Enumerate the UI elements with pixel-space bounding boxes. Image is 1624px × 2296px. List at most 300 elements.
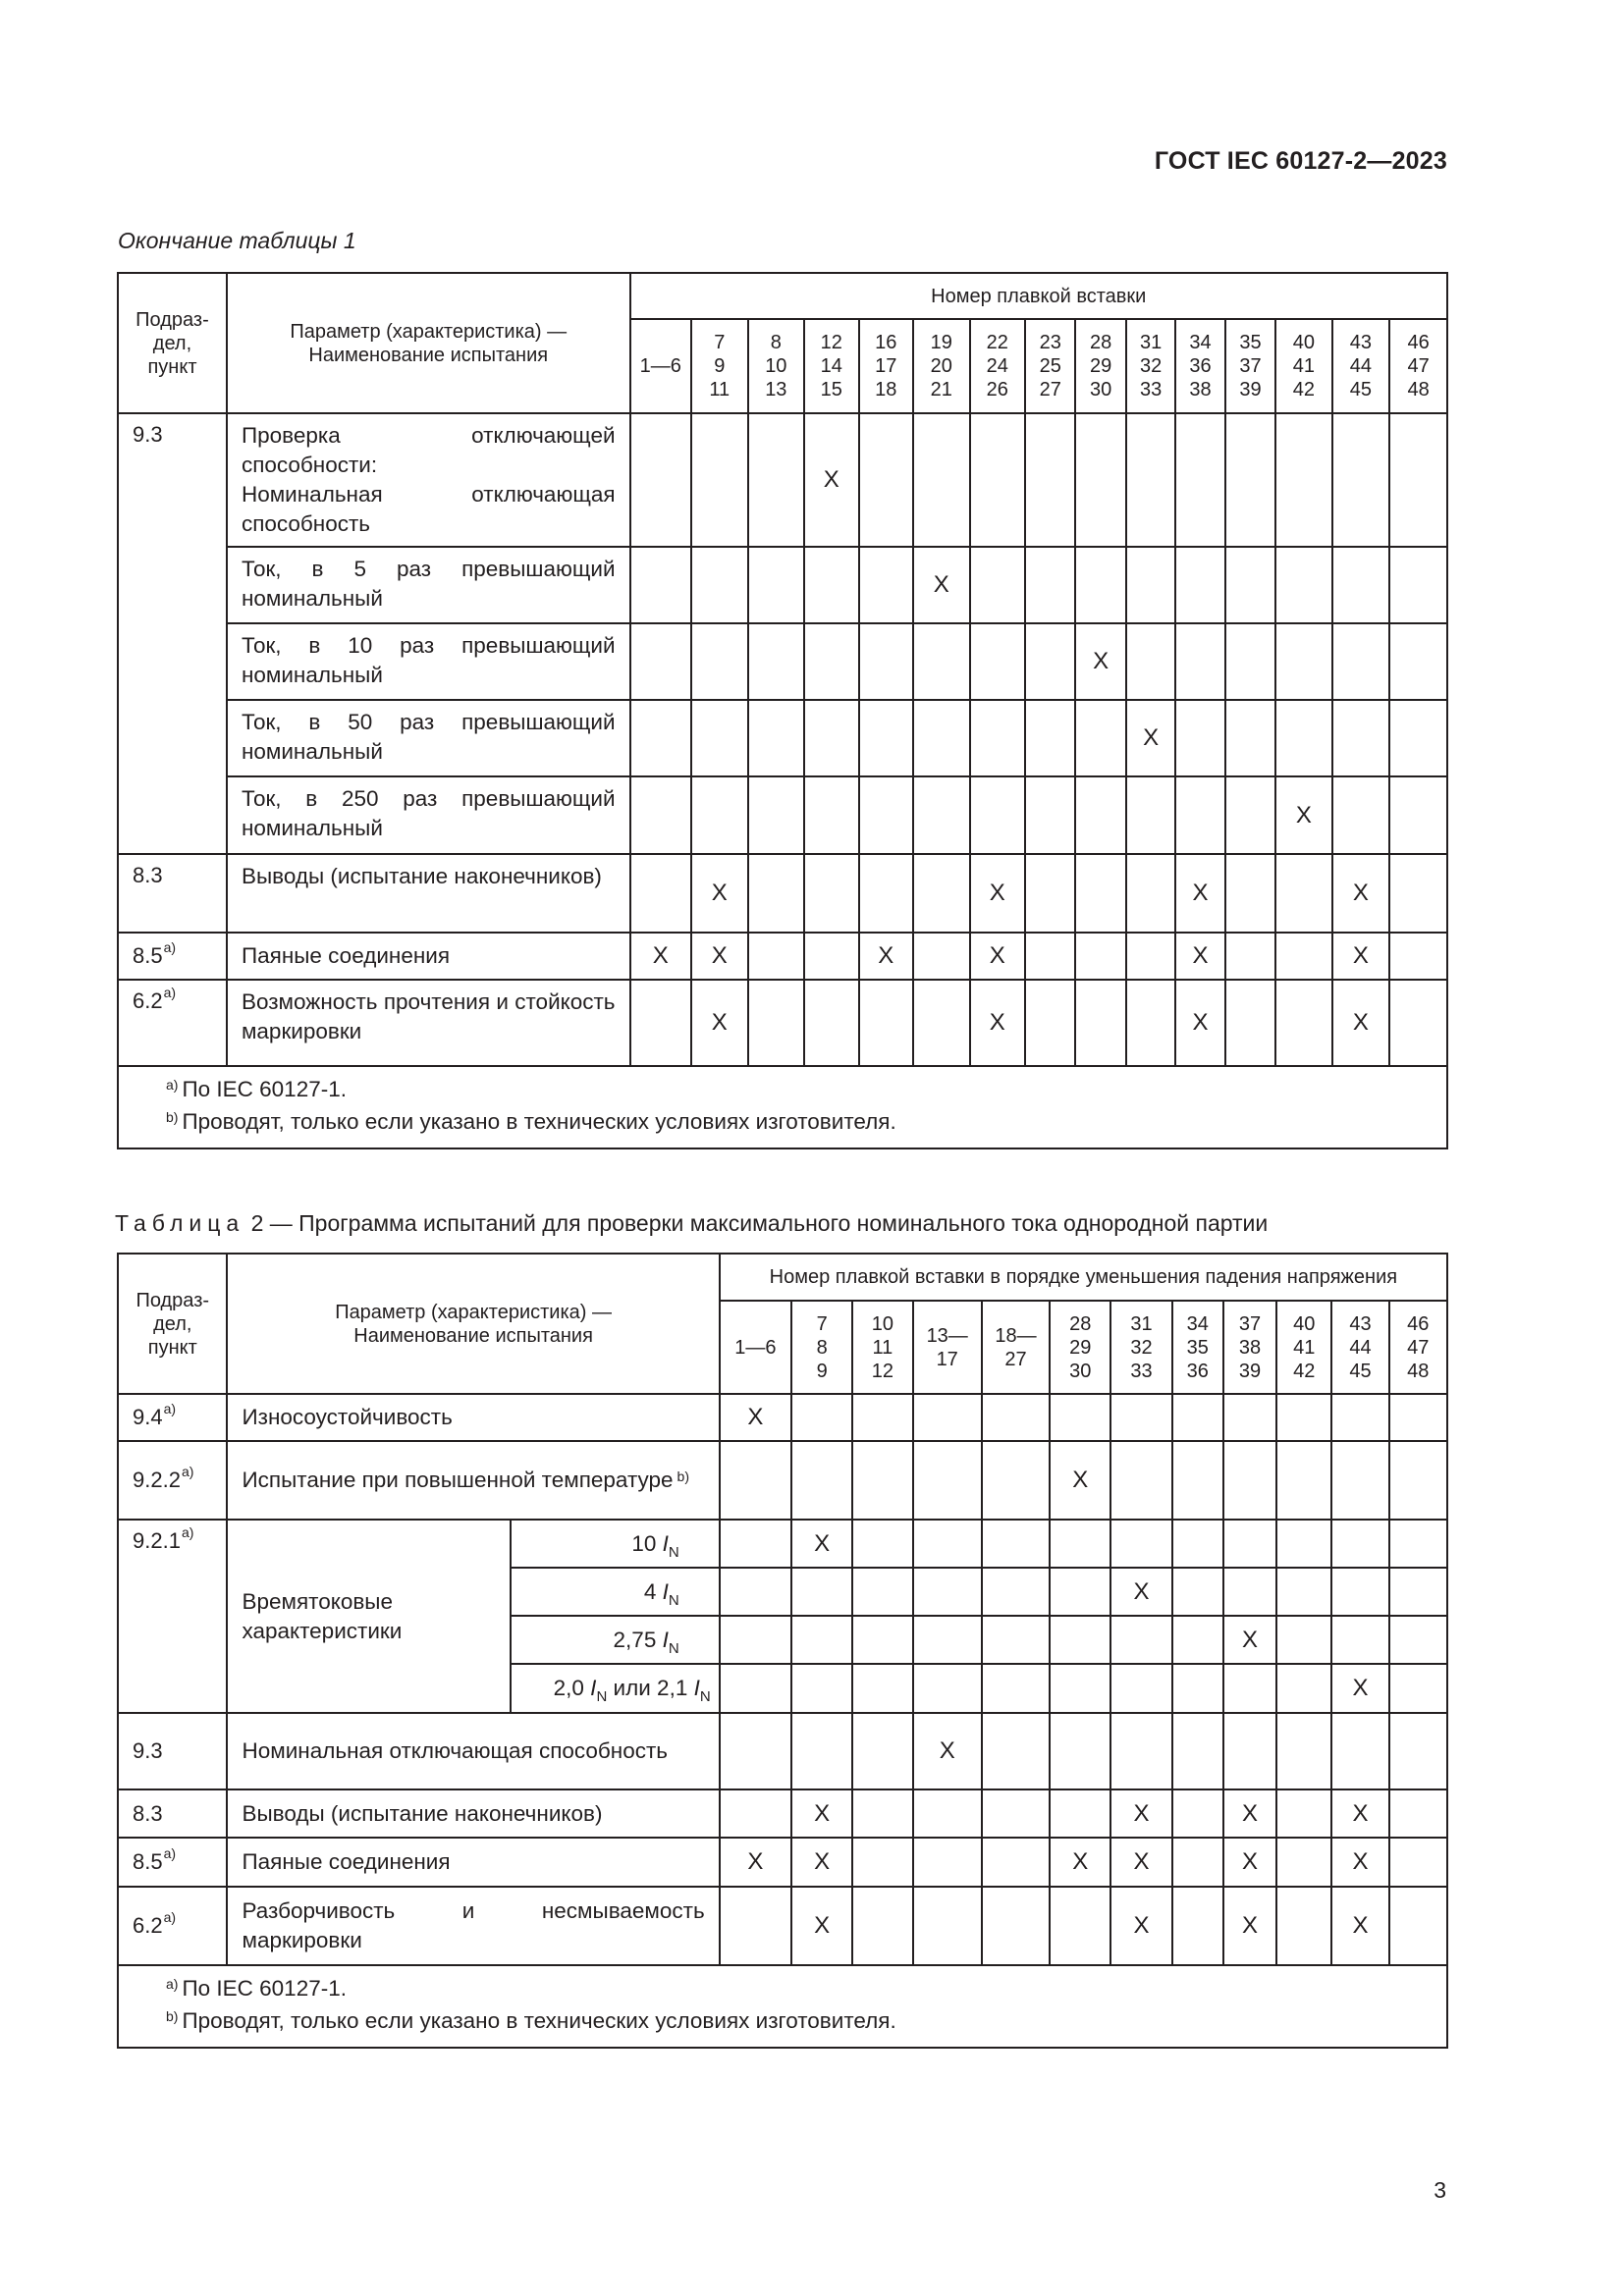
mark-cell (1025, 933, 1075, 980)
footnote-mark: a) (163, 1401, 177, 1416)
mark-cell (852, 1664, 912, 1713)
mark-cell (859, 980, 913, 1066)
mark-cell (913, 623, 970, 700)
table-row (118, 1789, 1447, 1838)
mark-cell (804, 980, 858, 1066)
mark-cell (1172, 1616, 1223, 1664)
fuse-number-header: 7 9 11 (691, 319, 748, 413)
mark-cell (982, 1789, 1050, 1838)
parameter-cell: Номинальная отключающая способность (227, 1713, 719, 1789)
mark-cell (1172, 1887, 1223, 1965)
mark-cell (630, 854, 692, 933)
mark-cell (982, 1568, 1050, 1616)
mark-cell (1126, 854, 1175, 933)
mark-cell (1389, 1568, 1447, 1616)
fuse-number-header: 40 41 42 (1275, 319, 1332, 413)
mark-cell: X (1110, 1887, 1171, 1965)
mark-cell (1223, 1568, 1276, 1616)
footnote-mark: b) (677, 1468, 689, 1484)
current-cell: 2,0 $I_N$ или 2,1 $I_N$ (511, 1664, 720, 1713)
mark-cell (1172, 1394, 1223, 1441)
mark-cell (1172, 1664, 1223, 1713)
mark-cell: X (1331, 1887, 1388, 1965)
mark-cell (748, 547, 805, 623)
subsection-cell (118, 1394, 227, 1441)
mark-cell (1225, 933, 1275, 980)
parameter-cell: Ток, в 10 раз превышающий номинальный (227, 623, 630, 700)
subsection-cell (118, 1887, 227, 1965)
table-row (118, 776, 1447, 854)
footnote: $^{a)}$ По IEC 60127-1. (166, 1976, 347, 2001)
fuse-number-header: 31 32 33 (1126, 319, 1175, 413)
fuse-number-header: 1—6 (720, 1301, 791, 1394)
table-row (118, 980, 1447, 1066)
subsection-cell (118, 413, 227, 854)
fuse-number-header: 10 11 12 (852, 1301, 912, 1394)
mark-cell (1276, 1616, 1331, 1664)
mark-cell (852, 1441, 912, 1520)
mark-cell (630, 700, 692, 776)
table2-header-parameter: Параметр (характеристика) — Наименование испытания (227, 1254, 719, 1394)
parameter-cell: Паяные соединения (227, 933, 630, 980)
mark-cell (1223, 1713, 1276, 1789)
mark-cell (913, 854, 970, 933)
mark-cell (1332, 623, 1390, 700)
mark-cell (720, 1887, 791, 1965)
table1-header-fuse-number: Номер плавкой вставки (630, 273, 1447, 319)
mark-cell: X (791, 1838, 852, 1887)
mark-cell (691, 547, 748, 623)
mark-cell (1275, 547, 1332, 623)
mark-cell (1075, 547, 1125, 623)
mark-cell (859, 700, 913, 776)
mark-cell (1332, 700, 1390, 776)
parameter-cell: Возможность прочтения и стойкость маркировки (227, 980, 630, 1066)
mark-cell (1223, 1441, 1276, 1520)
mark-cell: X (1331, 1789, 1388, 1838)
mark-cell (1275, 413, 1332, 547)
mark-cell (1389, 1789, 1447, 1838)
mark-cell (1331, 1394, 1388, 1441)
mark-cell (1025, 413, 1075, 547)
mark-cell (859, 776, 913, 854)
mark-cell (852, 1789, 912, 1838)
mark-cell (1225, 980, 1275, 1066)
mark-cell: X (859, 933, 913, 980)
fuse-number-header: 19 20 21 (913, 319, 970, 413)
footnote: $^{b)}$ Проводят, только если указано в технических условиях изготовителя. (166, 2008, 896, 2033)
mark-cell (1110, 1441, 1171, 1520)
mark-cell: X (1223, 1789, 1276, 1838)
subsection-cell (118, 1838, 227, 1887)
mark-cell (1275, 933, 1332, 980)
mark-cell (1075, 413, 1125, 547)
mark-cell (804, 700, 858, 776)
mark-cell: X (1332, 980, 1390, 1066)
fuse-number-header: 34 35 36 (1172, 1301, 1223, 1394)
mark-cell: X (913, 1713, 982, 1789)
mark-cell (1389, 1441, 1447, 1520)
mark-cell (1389, 1664, 1447, 1713)
footnote-mark: a) (163, 1845, 177, 1861)
current-cell: 4 $I_N$ (511, 1568, 720, 1616)
table-row (118, 854, 1447, 933)
fuse-number-header: 37 38 39 (1223, 1301, 1276, 1394)
subsection-cell (118, 854, 227, 933)
subsection-number: 9.3 (133, 1738, 163, 1763)
mark-cell (1050, 1887, 1110, 1965)
mark-cell (852, 1616, 912, 1664)
mark-cell (1331, 1441, 1388, 1520)
mark-cell (748, 413, 805, 547)
table1-footnotes (118, 1066, 1447, 1148)
mark-cell (1276, 1394, 1331, 1441)
fuse-number-header: 40 41 42 (1276, 1301, 1331, 1394)
mark-cell (1025, 547, 1075, 623)
mark-cell (804, 933, 858, 980)
mark-cell: X (1223, 1887, 1276, 1965)
mark-cell (748, 776, 805, 854)
mark-cell: X (970, 933, 1025, 980)
mark-cell (1025, 623, 1075, 700)
subsection-cell (118, 980, 227, 1066)
table2-header-subsection: Подраз- дел, пункт (118, 1254, 227, 1394)
mark-cell (1275, 700, 1332, 776)
mark-cell (1172, 1520, 1223, 1568)
mark-cell (791, 1441, 852, 1520)
mark-cell (1050, 1394, 1110, 1441)
mark-cell (1050, 1789, 1110, 1838)
mark-cell (1110, 1520, 1171, 1568)
table-row (118, 700, 1447, 776)
table-row (118, 1520, 1447, 1568)
mark-cell: X (1110, 1789, 1171, 1838)
mark-cell (1276, 1520, 1331, 1568)
table-row (118, 933, 1447, 980)
mark-cell (1172, 1441, 1223, 1520)
footnote-mark: a) (163, 939, 177, 955)
table-row (118, 1887, 1447, 1965)
subsection-cell (118, 933, 227, 980)
subsection-number: 8.3 (133, 1800, 163, 1826)
mark-cell (691, 776, 748, 854)
mark-cell (852, 1394, 912, 1441)
mark-cell: X (1110, 1568, 1171, 1616)
subsection-number: 6.2 (133, 1913, 163, 1938)
mark-cell (913, 933, 970, 980)
mark-cell (1276, 1664, 1331, 1713)
mark-cell (982, 1664, 1050, 1713)
mark-cell (913, 700, 970, 776)
mark-cell (720, 1568, 791, 1616)
parameter-cell: Ток, в 250 раз превышающий номинальный (227, 776, 630, 854)
page-number: 3 (1434, 2177, 1446, 2203)
mark-cell (852, 1838, 912, 1887)
mark-cell (1389, 854, 1447, 933)
mark-cell: X (804, 413, 858, 547)
mark-cell (1276, 1838, 1331, 1887)
current-cell: 10 $I_N$ (511, 1520, 720, 1568)
mark-cell (630, 413, 692, 547)
fuse-number-header: 18— 27 (982, 1301, 1050, 1394)
fuse-number-header: 23 25 27 (1025, 319, 1075, 413)
mark-cell (1050, 1520, 1110, 1568)
mark-cell (982, 1441, 1050, 1520)
mark-cell (859, 854, 913, 933)
table1-header-subsection: Подраз- дел, пункт (118, 273, 227, 413)
mark-cell (970, 547, 1025, 623)
mark-cell (1389, 623, 1447, 700)
mark-cell (852, 1887, 912, 1965)
mark-cell (1175, 623, 1224, 700)
parameter-cell: Выводы (испытание наконечников) (227, 1789, 719, 1838)
mark-cell (1172, 1568, 1223, 1616)
mark-cell (859, 547, 913, 623)
mark-cell (1175, 547, 1224, 623)
mark-cell (1389, 547, 1447, 623)
mark-cell (1025, 854, 1075, 933)
parameter-cell: Испытание при повышенной температуре $^{b)}$ (227, 1441, 719, 1520)
table-row (118, 1394, 1447, 1441)
subsection-cell (118, 1789, 227, 1838)
fuse-number-header: 31 32 33 (1110, 1301, 1171, 1394)
fuse-number-header: 22 24 26 (970, 319, 1025, 413)
mark-cell (1331, 1713, 1388, 1789)
mark-cell (1276, 1789, 1331, 1838)
mark-cell (1025, 980, 1075, 1066)
mark-cell: X (1275, 776, 1332, 854)
mark-cell: X (1126, 700, 1175, 776)
mark-cell: X (791, 1887, 852, 1965)
table-row (118, 413, 1447, 547)
mark-cell (720, 1616, 791, 1664)
mark-cell (1389, 1838, 1447, 1887)
table-row (118, 1441, 1447, 1520)
subsection-number: 8.5 (133, 943, 163, 968)
mark-cell (1225, 623, 1275, 700)
table-row (118, 1838, 1447, 1887)
parameter-cell: Ток, в 50 раз превышающий номинальный (227, 700, 630, 776)
document-code: ГОСТ IEC 60127-2—2023 (1154, 147, 1447, 175)
mark-cell: X (1110, 1838, 1171, 1887)
fuse-number-header: 1—6 (630, 319, 692, 413)
mark-cell: X (791, 1789, 852, 1838)
mark-cell (1275, 980, 1332, 1066)
mark-cell (852, 1568, 912, 1616)
fuse-number-header: 28 29 30 (1075, 319, 1125, 413)
mark-cell (1332, 413, 1390, 547)
mark-cell (630, 623, 692, 700)
mark-cell: X (630, 933, 692, 980)
mark-cell (1172, 1713, 1223, 1789)
mark-cell: X (1331, 1664, 1388, 1713)
subsection-number: 6.2 (133, 988, 163, 1013)
mark-cell (791, 1664, 852, 1713)
mark-cell (1223, 1394, 1276, 1441)
mark-cell (1050, 1664, 1110, 1713)
fuse-number-header: 13— 17 (913, 1301, 982, 1394)
mark-cell (720, 1520, 791, 1568)
table1-header-parameter: Параметр (характеристика) — Наименование испытания (227, 273, 630, 413)
subsection-number: 9.2.1 (133, 1528, 181, 1553)
table1-caption: Окончание таблицы 1 (118, 228, 356, 253)
mark-cell (1225, 776, 1275, 854)
footnote: $^{a)}$ По IEC 60127-1. (166, 1077, 347, 1101)
mark-cell (748, 980, 805, 1066)
mark-cell (1025, 700, 1075, 776)
table2-caption: Таблица 2 — Программа испытаний для проверки максимального номинального тока однородной партии (115, 1210, 1269, 1236)
mark-cell (1389, 980, 1447, 1066)
mark-cell (1172, 1789, 1223, 1838)
mark-cell (913, 1838, 982, 1887)
mark-cell: X (691, 980, 748, 1066)
mark-cell (982, 1713, 1050, 1789)
mark-cell (720, 1713, 791, 1789)
mark-cell (1389, 1520, 1447, 1568)
mark-cell (804, 776, 858, 854)
subsection-number: 9.2.2 (133, 1468, 181, 1492)
mark-cell: X (913, 547, 970, 623)
mark-cell (1075, 776, 1125, 854)
mark-cell (1126, 547, 1175, 623)
fuse-number-header: 46 47 48 (1389, 1301, 1447, 1394)
mark-cell (982, 1394, 1050, 1441)
mark-cell (791, 1394, 852, 1441)
mark-cell (1331, 1520, 1388, 1568)
mark-cell: X (970, 980, 1025, 1066)
mark-cell (859, 623, 913, 700)
fuse-number-header: 12 14 15 (804, 319, 858, 413)
mark-cell: X (970, 854, 1025, 933)
mark-cell (1050, 1713, 1110, 1789)
fuse-number-header: 46 47 48 (1389, 319, 1447, 413)
mark-cell: X (1050, 1441, 1110, 1520)
parameter-cell: Разборчивость и несмываемость маркировки (227, 1887, 719, 1965)
subsection-cell (118, 1713, 227, 1789)
mark-cell (630, 776, 692, 854)
mark-cell (1050, 1568, 1110, 1616)
mark-cell (913, 1887, 982, 1965)
mark-cell (970, 700, 1025, 776)
fuse-number-header: 8 10 13 (748, 319, 805, 413)
mark-cell (691, 623, 748, 700)
mark-cell (852, 1713, 912, 1789)
fuse-number-header: 43 44 45 (1332, 319, 1390, 413)
mark-cell (748, 933, 805, 980)
parameter-cell: Времятоковые характеристики (227, 1520, 510, 1713)
parameter-cell: Ток, в 5 раз превышающий номинальный (227, 547, 630, 623)
mark-cell (1276, 1568, 1331, 1616)
mark-cell: X (720, 1838, 791, 1887)
current-cell: 2,75 $I_N$ (511, 1616, 720, 1664)
mark-cell (913, 1520, 982, 1568)
mark-cell (1389, 776, 1447, 854)
mark-cell (1225, 547, 1275, 623)
mark-cell (1223, 1520, 1276, 1568)
parameter-cell: Износоустойчивость (227, 1394, 719, 1441)
subsection-number: 8.3 (133, 863, 163, 887)
mark-cell (1332, 547, 1390, 623)
mark-cell (913, 1616, 982, 1664)
mark-cell (720, 1789, 791, 1838)
mark-cell (1025, 776, 1075, 854)
mark-cell (970, 623, 1025, 700)
subsection-number: 9.3 (133, 422, 163, 447)
mark-cell (748, 700, 805, 776)
fuse-number-header: 35 37 39 (1225, 319, 1275, 413)
mark-cell (1126, 413, 1175, 547)
mark-cell (791, 1568, 852, 1616)
mark-cell: X (791, 1520, 852, 1568)
mark-cell (748, 623, 805, 700)
mark-cell (852, 1520, 912, 1568)
mark-cell (1175, 700, 1224, 776)
mark-cell (804, 623, 858, 700)
mark-cell (1175, 413, 1224, 547)
mark-cell (1276, 1887, 1331, 1965)
mark-cell: X (1332, 854, 1390, 933)
mark-cell (1332, 776, 1390, 854)
parameter-cell: Проверка отключающей способности: Номинальная отключающая способность (227, 413, 630, 547)
mark-cell (1276, 1713, 1331, 1789)
mark-cell (720, 1441, 791, 1520)
mark-cell (913, 1568, 982, 1616)
table2-footnotes (118, 1965, 1447, 2048)
mark-cell: X (1223, 1616, 1276, 1664)
mark-cell (1050, 1616, 1110, 1664)
table-row (118, 1713, 1447, 1789)
mark-cell (1331, 1568, 1388, 1616)
mark-cell (1225, 413, 1275, 547)
mark-cell (982, 1520, 1050, 1568)
mark-cell (1389, 1887, 1447, 1965)
fuse-number-header: 34 36 38 (1175, 319, 1224, 413)
mark-cell (913, 1789, 982, 1838)
table-row (118, 623, 1447, 700)
fuse-number-header: 28 29 30 (1050, 1301, 1110, 1394)
mark-cell (1225, 700, 1275, 776)
fuse-number-header: 7 8 9 (791, 1301, 852, 1394)
mark-cell (1075, 980, 1125, 1066)
mark-cell (1389, 413, 1447, 547)
mark-cell (630, 980, 692, 1066)
mark-cell: X (1223, 1838, 1276, 1887)
mark-cell (913, 413, 970, 547)
mark-cell (1075, 854, 1125, 933)
fuse-number-header: 43 44 45 (1331, 1301, 1388, 1394)
mark-cell (1223, 1664, 1276, 1713)
mark-cell (1110, 1664, 1171, 1713)
mark-cell: X (1075, 623, 1125, 700)
mark-cell (970, 776, 1025, 854)
mark-cell (691, 413, 748, 547)
mark-cell (1331, 1616, 1388, 1664)
mark-cell: X (1332, 933, 1390, 980)
mark-cell (1110, 1713, 1171, 1789)
mark-cell (1389, 933, 1447, 980)
mark-cell (1172, 1838, 1223, 1887)
mark-cell (913, 1441, 982, 1520)
mark-cell (1225, 854, 1275, 933)
mark-cell (1175, 776, 1224, 854)
footnote-mark: a) (181, 1464, 194, 1479)
mark-cell (982, 1887, 1050, 1965)
mark-cell: X (720, 1394, 791, 1441)
mark-cell (691, 700, 748, 776)
mark-cell (804, 854, 858, 933)
mark-cell: X (1331, 1838, 1388, 1887)
mark-cell (913, 1664, 982, 1713)
